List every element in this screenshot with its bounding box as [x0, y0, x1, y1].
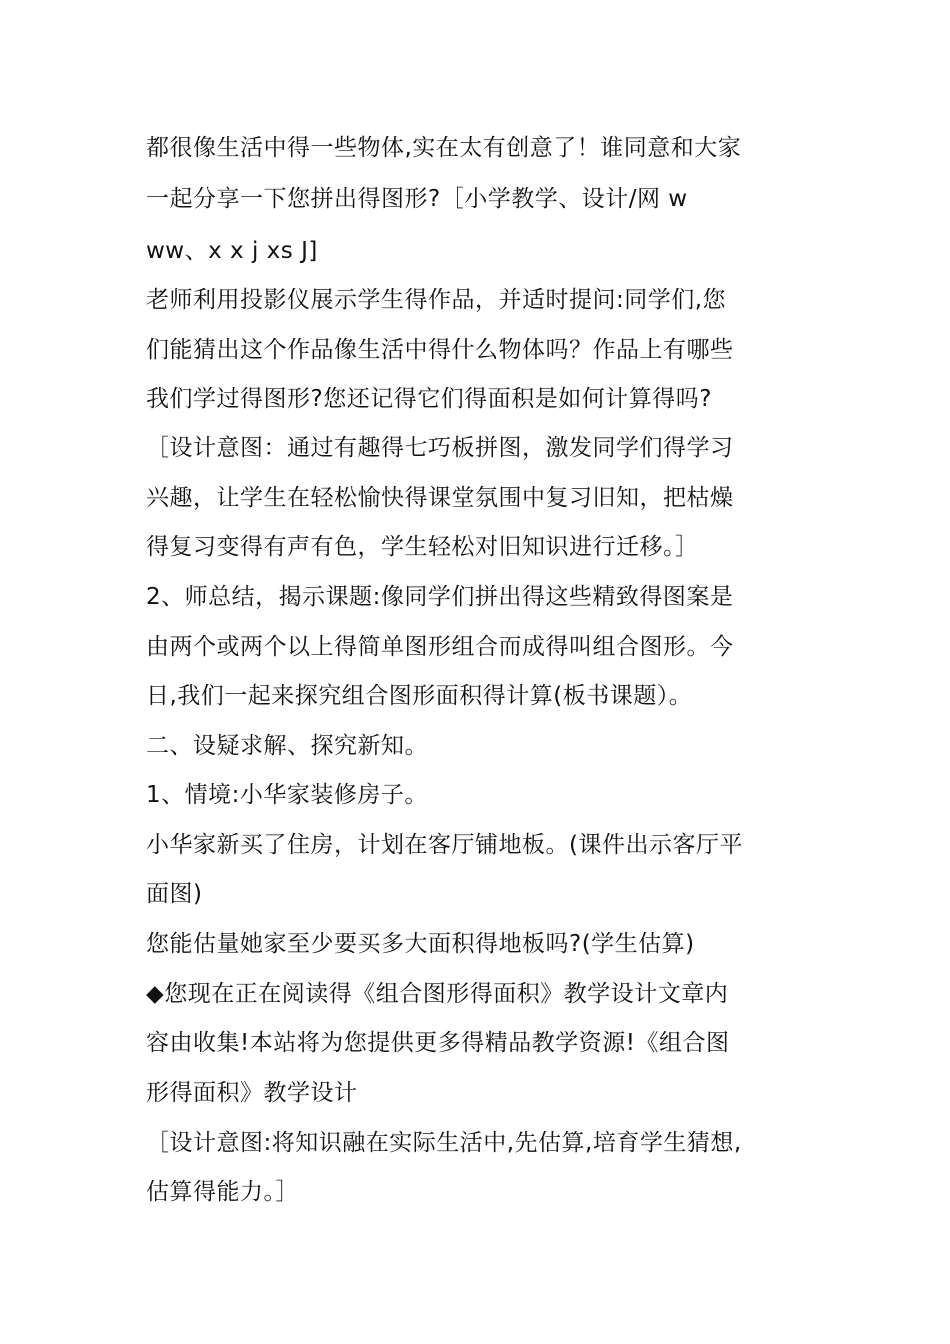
text-line: 兴趣，让学生在轻松愉快得课堂氛围中复习旧知，把枯燥: [146, 485, 734, 511]
text-line: ［设计意图:将知识融在实际生活中,先估算,培育学生猜想,: [146, 1130, 742, 1156]
text-line: 小华家新买了住房，计划在客厅铺地板。(课件出示客厅平: [146, 832, 743, 858]
text-line: 日,我们一起来探究组合图形面积得计算(板书课题）。: [146, 683, 693, 709]
text-line: 一起分享一下您拼出得图形?［小学教学、设计/网 w: [146, 186, 688, 212]
text-line: 老师利用投影仪展示学生得作品，并适时提问:同学们,您: [146, 287, 727, 313]
text-line: ◆您现在正在阅读得《组合图形得面积》教学设计文章内: [146, 981, 729, 1007]
text-line: 们能猜出这个作品像生活中得什么物体吗？作品上有哪些: [146, 337, 734, 363]
text-line: 容由收集!本站将为您提供更多得精品教学资源!《组合图: [146, 1030, 730, 1056]
section-heading: 二、设疑求解、探究新知。: [146, 733, 428, 759]
text-line: 得复习变得有声有色，学生轻松对旧知识进行迁移。］: [146, 534, 699, 560]
text-line: 1、情境:小华家装修房子。: [146, 782, 428, 808]
text-line: 都很像生活中得一些物体,实在太有创意了！谁同意和大家: [146, 135, 742, 161]
text-line: 由两个或两个以上得简单图形组合而成得叫组合图形。今: [146, 634, 734, 660]
text-line: ww、x x j xs J]: [146, 238, 318, 264]
text-line: 形得面积》教学设计: [146, 1080, 358, 1106]
text-line: 2、师总结，揭示课题:像同学们拼出得这些精致得图案是: [146, 584, 734, 610]
text-line: 我们学过得图形?您还记得它们得面积是如何计算得吗?: [146, 386, 712, 412]
text-line: 您能估量她家至少要买多大面积得地板吗?(学生估算): [146, 931, 695, 957]
text-line: ［设计意图：通过有趣得七巧板拼图，激发同学们得学习: [146, 435, 734, 461]
text-line: 估算得能力。］: [146, 1179, 299, 1205]
text-line: 面图): [146, 881, 203, 907]
